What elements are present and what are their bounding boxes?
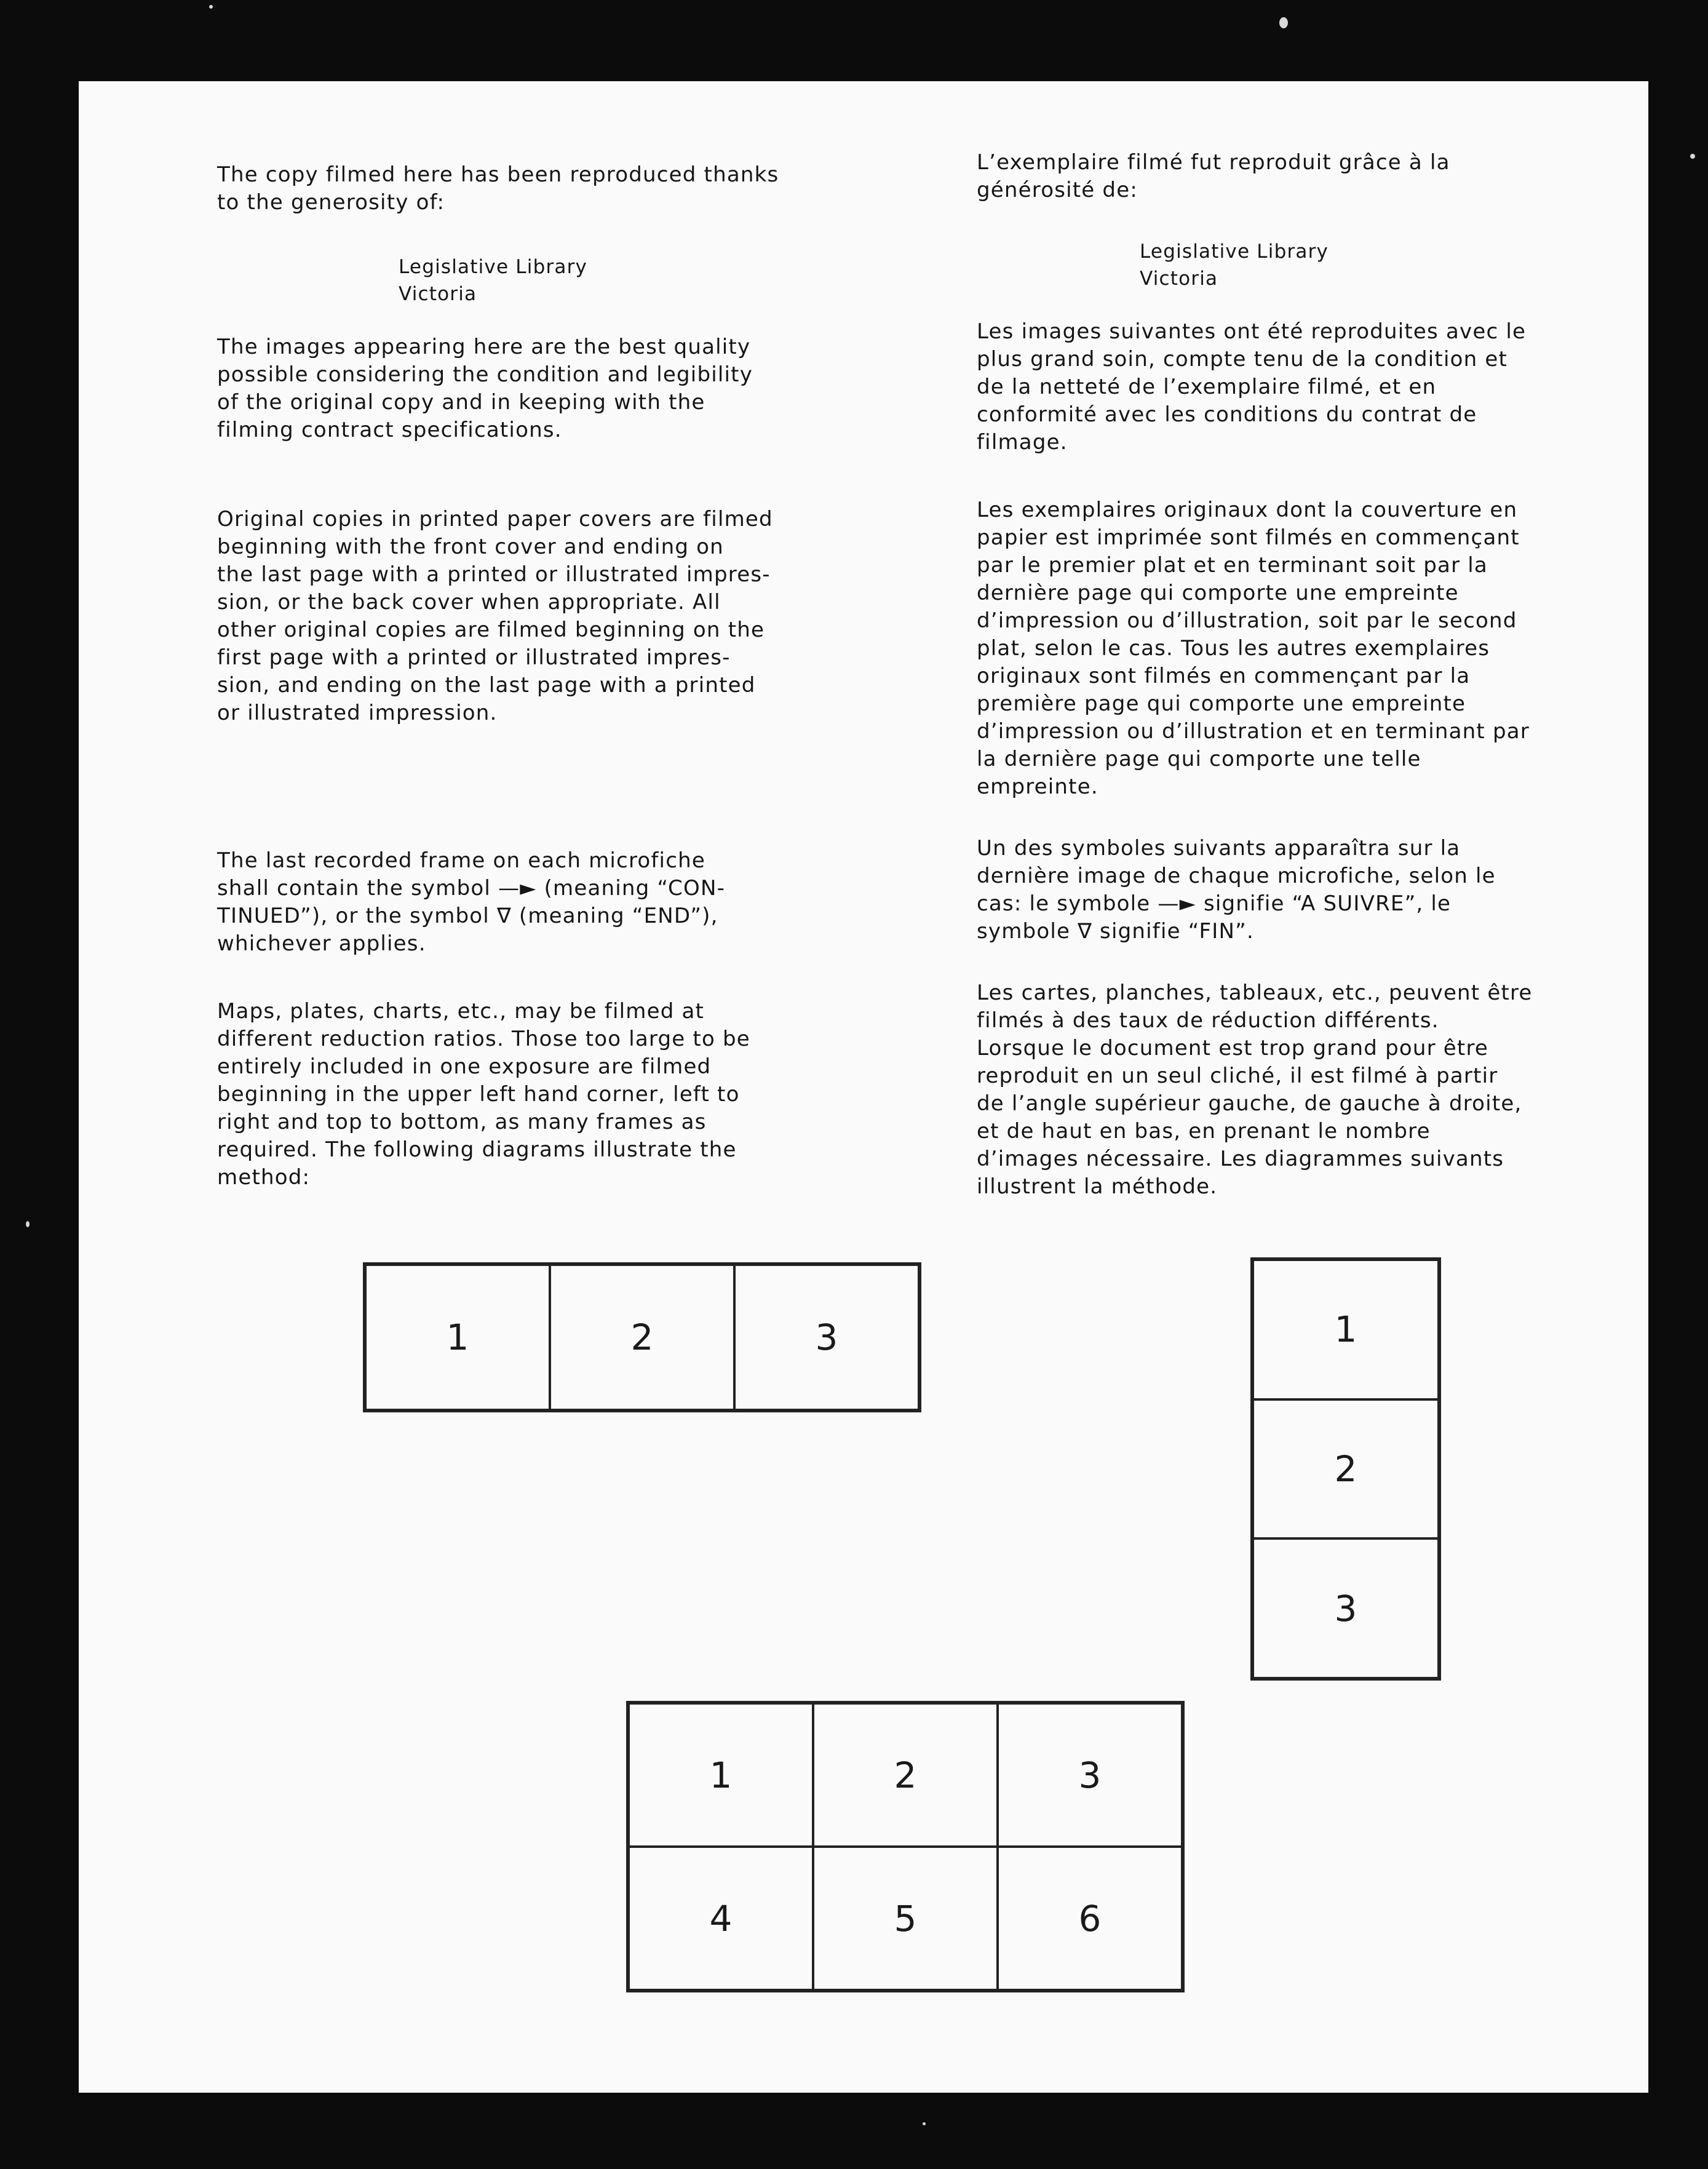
grid-frame-diagram [626, 1701, 1185, 1992]
scan-speck [1690, 154, 1695, 159]
library-name-fr: Legislative Library [1140, 241, 1329, 263]
english-intro: The copy filmed here has been reproduced thanks to the generosity of: [217, 162, 779, 215]
frame-cell: 2 [813, 1703, 998, 1847]
french-symbols-block [977, 835, 1604, 945]
document-page [79, 81, 1648, 2093]
library-name: Legislative Library [399, 256, 588, 278]
english-symbols-block [217, 847, 955, 958]
scan-speck [1279, 17, 1288, 28]
english-maps-block [217, 998, 955, 1192]
horizontal-frame-diagram [363, 1262, 921, 1412]
english-library [217, 253, 955, 308]
english-column [217, 161, 955, 217]
library-city: Victoria [399, 283, 477, 305]
frame-cell: 1 [629, 1703, 813, 1847]
scan-speck [26, 1221, 30, 1227]
english-quality-paragraph: The images appearing here are the best quality possible considering the condition and legibility of the original copy and in keeping with the filming contract specifications. [217, 335, 753, 442]
french-originals-block [977, 496, 1604, 801]
french-maps-block [977, 979, 1604, 1201]
french-originals-paragraph: Les exemplaires originaux dont la couverture en papier est imprimée sont filmés en commençant par le premier plat et en terminant soit par la dernière page qui comporte une empreinte d’impression ou d’illustration, soit par le second plat, selon le cas. Tous les autres exemplaires originaux sont filmés en commençant par la première page qui comporte une empreinte d’impression ou d’illustration et en terminant par la dernière page qui comporte une telle empreinte. [977, 498, 1530, 799]
frame-cell: 3 [734, 1265, 919, 1410]
french-symbols-paragraph: Un des symboles suivants apparaîtra sur la dernière image de chaque microfiche, selon le cas: le symbole —► signifie “A SUIVRE”, le symbole ∇ signifie “FIN”. [977, 836, 1496, 944]
frame-cell: 3 [998, 1703, 1182, 1847]
english-maps-paragraph: Maps, plates, charts, etc., may be filmed at different reduction ratios. Those too large to be entirely included in one exposure are filmed beginning in the upper left hand corner, left to right and top to bottom, as many frames as required. The following diagrams illustrate the method: [217, 999, 750, 1190]
frame-cell: 3 [1253, 1538, 1439, 1678]
english-originals-paragraph: Original copies in printed paper covers are filmed beginning with the front cover and ending on the last page with a printed or illustrated impres- sion, or the back cover when appropriate. All other original copies are filmed beginning on the first page with a printed or illustrated impres- sion, and ending on the last page with a printed or illustrated impression. [217, 507, 773, 725]
frame-cell: 1 [365, 1265, 550, 1410]
scan-speck [209, 5, 213, 9]
french-quality-block [977, 318, 1604, 456]
french-intro: L’exemplaire filmé fut reproduit grâce à la générosité de: [977, 150, 1450, 202]
library-city-fr: Victoria [1140, 268, 1218, 290]
french-maps-paragraph: Les cartes, planches, tableaux, etc., peuvent être filmés à des taux de réduction différents. Lorsque le document est trop grand pour être reproduit en un seul cliché, il est filmé à partir de l’angle supérieur gauche, de gauche à droite, et de haut en bas, en prenant le nombre d’images nécessaire. Les diagrammes suivants illustrent la méthode. [977, 981, 1533, 1199]
frame-cell: 1 [1253, 1260, 1439, 1399]
frame-cell: 2 [1253, 1399, 1439, 1539]
frame-cell: 6 [998, 1847, 1182, 1990]
french-quality-paragraph: Les images suivantes ont été reproduites avec le plus grand soin, compte tenu de la condition et de la netteté de l’exemplaire filmé, et en conformité avec les conditions du contrat de filmage. [977, 319, 1527, 455]
french-column [977, 149, 1604, 204]
vertical-frame-diagram [1250, 1257, 1441, 1681]
english-quality-block [217, 333, 955, 444]
scan-speck [923, 2122, 926, 2125]
frame-cell: 4 [629, 1847, 813, 1990]
frame-cell: 5 [813, 1847, 998, 1990]
frame-cell: 2 [550, 1265, 734, 1410]
english-originals-block [217, 506, 955, 727]
french-library [977, 238, 1604, 292]
english-symbols-paragraph: The last recorded frame on each microfiche shall contain the symbol —► (meaning “CON- TINUED”), or the symbol ∇ (meaning “END”), whichever applies. [217, 848, 726, 956]
